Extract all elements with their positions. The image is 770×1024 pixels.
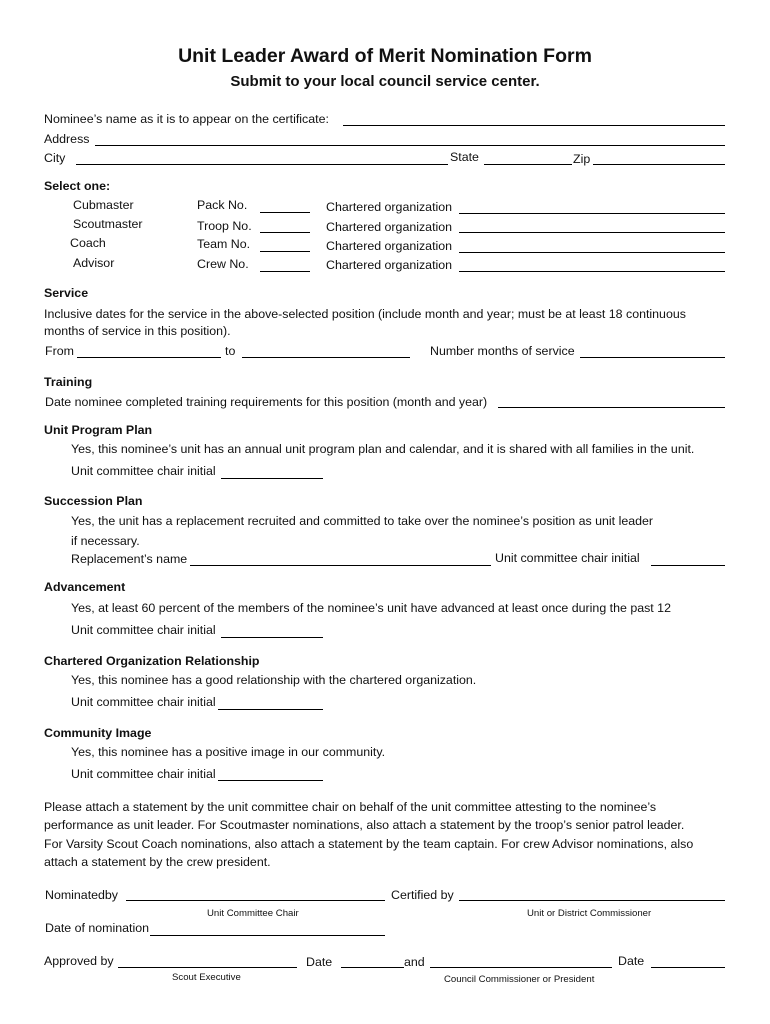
unit-number-field[interactable] (260, 212, 310, 213)
to-date-field[interactable] (242, 357, 410, 358)
statement-line: attach a statement by the crew president. (44, 855, 271, 870)
certified-by-label: Certified by (391, 888, 454, 902)
training-date-field[interactable] (498, 407, 725, 408)
advancement-text: Yes, at least 60 percent of the members of the nominee’s unit have advanced at least once during the past 12 (71, 601, 671, 615)
chartered-org-field[interactable] (459, 271, 725, 272)
succession-plan-heading: Succession Plan (44, 494, 143, 508)
approved-by-field[interactable] (118, 967, 297, 968)
unit-number-label: Troop No. (197, 219, 252, 233)
select-one-heading: Select one: (44, 179, 111, 193)
unit-number-field[interactable] (260, 271, 310, 272)
and-label: and (404, 955, 425, 969)
position-option[interactable]: Advisor (73, 256, 115, 270)
nominated-by-label: Nominatedby (45, 888, 119, 902)
initial-label: Unit committee chair initial (71, 767, 216, 781)
chartered-org-relationship-text: Yes, this nominee has a good relationship with the chartered organization. (71, 673, 477, 687)
service-heading: Service (44, 286, 89, 300)
unit-number-field[interactable] (260, 251, 310, 252)
state-label: State (450, 150, 479, 164)
to-label: to (225, 344, 236, 358)
service-text-line2: months of service in this position). (44, 324, 231, 338)
statement-paragraph (44, 798, 693, 872)
approval-date-label: Date (306, 955, 333, 969)
council-commissioner-field[interactable] (430, 967, 612, 968)
chartered-org-field[interactable] (459, 213, 725, 214)
statement-line: For Varsity Scout Coach nominations, also attach a statement by the team captain. For crew Advisor nominations, also (44, 836, 694, 851)
initial-field[interactable] (221, 478, 323, 479)
training-heading: Training (44, 375, 93, 389)
statement-line: performance as unit leader. For Scoutmaster nominations, also attach a statement by the troop’s senior patrol leader. (44, 818, 685, 833)
unit-number-label: Pack No. (197, 198, 248, 212)
unit-committee-chair-caption: Unit Committee Chair (207, 908, 299, 919)
initial-label: Unit committee chair initial (495, 551, 640, 565)
council-date-field[interactable] (651, 967, 725, 968)
initial-label: Unit committee chair initial (71, 695, 216, 709)
unit-program-plan-text: Yes, this nominee’s unit has an annual unit program plan and calendar, and it is shared with all families in the unit. (71, 442, 695, 456)
from-date-field[interactable] (77, 357, 221, 358)
initial-field[interactable] (651, 565, 725, 566)
position-option[interactable]: Cubmaster (73, 198, 134, 212)
address-label: Address (44, 132, 90, 146)
nominee-name-label: Nominee’s name as it is to appear on the certificate: (44, 112, 329, 126)
replacement-name-field[interactable] (190, 565, 491, 566)
form-subtitle: Submit to your local council service center. (230, 73, 540, 90)
training-text: Date nominee completed training requirements for this position (month and year) (45, 395, 488, 409)
initial-label: Unit committee chair initial (71, 464, 216, 478)
city-field[interactable] (76, 164, 448, 165)
approved-by-label: Approved by (44, 954, 114, 968)
position-option[interactable]: Scoutmaster (73, 217, 143, 231)
city-label: City (44, 151, 66, 165)
state-field[interactable] (484, 164, 572, 165)
zip-label: Zip (573, 152, 591, 166)
succession-plan-text-line1: Yes, the unit has a replacement recruited and committed to take over the nominee’s position as unit leader (71, 514, 654, 528)
chartered-org-label: Chartered organization (326, 239, 453, 253)
service-text-line1: Inclusive dates for the service in the above-selected position (include month and year; must be at least 18 continuous (44, 307, 686, 321)
chartered-org-field[interactable] (459, 252, 725, 253)
initial-label: Unit committee chair initial (71, 623, 216, 637)
succession-plan-text-line2: if necessary. (71, 534, 140, 548)
initial-field[interactable] (218, 780, 323, 781)
council-date-label: Date (618, 954, 645, 968)
address-field[interactable] (95, 145, 725, 146)
community-image-heading: Community Image (44, 726, 152, 740)
unit-number-label: Crew No. (197, 257, 249, 271)
unit-program-plan-heading: Unit Program Plan (44, 423, 153, 437)
initial-field[interactable] (218, 709, 323, 710)
unit-number-label: Team No. (197, 237, 251, 251)
chartered-org-label: Chartered organization (326, 258, 453, 272)
scout-executive-caption: Scout Executive (172, 972, 241, 983)
community-image-text: Yes, this nominee has a positive image in our community. (71, 745, 386, 759)
chartered-org-relationship-heading: Chartered Organization Relationship (44, 654, 260, 668)
chartered-org-field[interactable] (459, 232, 725, 233)
advancement-heading: Advancement (44, 580, 126, 594)
nominee-name-field[interactable] (343, 125, 725, 126)
from-label: From (45, 344, 74, 358)
approval-date-field[interactable] (341, 967, 404, 968)
form-title: Unit Leader Award of Merit Nomination Form (178, 45, 592, 67)
nominated-by-field[interactable] (126, 900, 385, 901)
replacement-name-label: Replacement’s name (71, 552, 188, 566)
council-commissioner-caption: Council Commissioner or President (444, 974, 595, 985)
unit-number-field[interactable] (260, 232, 310, 233)
unit-commissioner-caption: Unit or District Commissioner (527, 908, 652, 919)
chartered-org-label: Chartered organization (326, 220, 453, 234)
certified-by-field[interactable] (459, 900, 725, 901)
statement-line: Please attach a statement by the unit committee chair on behalf of the unit committee attesting to the nominee’s (44, 800, 657, 814)
date-of-nomination-label: Date of nomination (45, 921, 150, 935)
initial-field[interactable] (221, 637, 323, 638)
zip-field[interactable] (593, 164, 725, 165)
chartered-org-label: Chartered organization (326, 200, 453, 214)
months-of-service-field[interactable] (580, 357, 725, 358)
date-of-nomination-field[interactable] (150, 935, 385, 936)
position-option[interactable]: Coach (70, 236, 106, 250)
months-of-service-label: Number months of service (430, 344, 575, 358)
